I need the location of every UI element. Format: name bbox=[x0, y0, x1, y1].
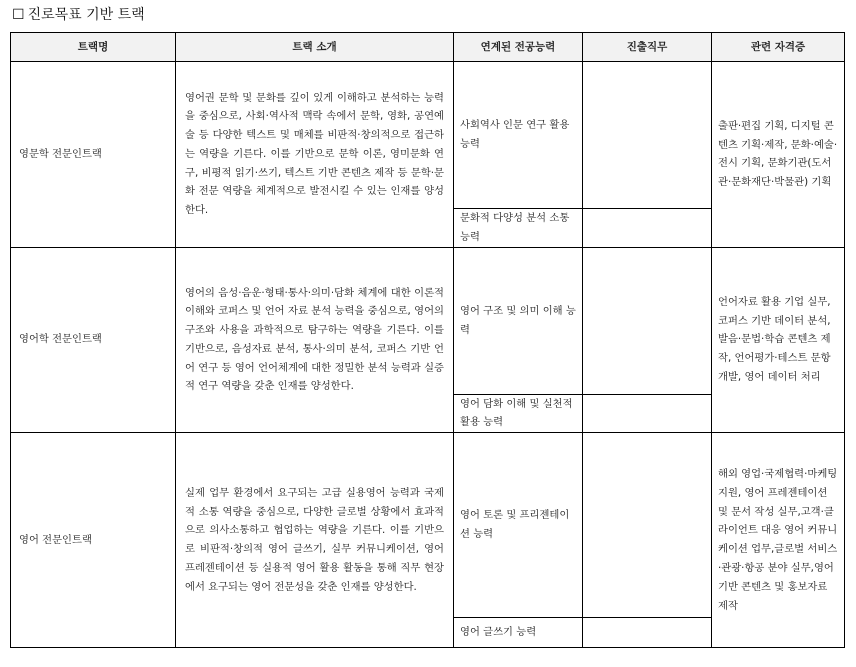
column-header-competency: 연계된 전공능력 bbox=[454, 33, 583, 62]
track-table bbox=[10, 32, 845, 648]
track-intro-cell: 영어의 음성·음운·형태·통사·의미·담화 체계에 대한 이론적 이해와 코퍼스 및 언어 자료 분석 능력을 중심으로, 영어의 구조와 사용을 과학적으로 탐구하는 역량을 기른다. 이를 기반으로, 음성자료 분석, 통사·의미 분석, 코퍼스 기반 언어 연구 등 영어 언어체계에 대한 정밀한 분석 능력과 실증적 연구 역량을 갖춘 인재를 양성한다. bbox=[176, 247, 454, 433]
column-header-track-intro: 트랙 소개 bbox=[176, 33, 454, 62]
career-job-cell bbox=[583, 209, 712, 248]
career-job-cell bbox=[583, 394, 712, 433]
table-header-row bbox=[11, 33, 845, 62]
track-name-cell: 영문학 전문인트랙 bbox=[11, 62, 176, 248]
competency-cell: 영어 구조 및 의미 이해 능력 bbox=[454, 247, 583, 394]
competency-cell: 영어 글쓰기 능력 bbox=[454, 618, 583, 648]
table-row bbox=[11, 433, 845, 618]
column-header-track-name: 트랙명 bbox=[11, 33, 176, 62]
column-header-career-job: 진출직무 bbox=[583, 33, 712, 62]
competency-cell: 문화적 다양성 분석 소통 능력 bbox=[454, 209, 583, 248]
track-name-cell: 영어학 전문인트랙 bbox=[11, 247, 176, 433]
track-intro-cell: 영어권 문학 및 문화를 깊이 있게 이해하고 분석하는 능력을 중심으로, 사회·역사적 맥락 속에서 문학, 영화, 공연예술 등 다양한 텍스트 및 매체를 비판적·창의적으로 접근하는 역량을 기른다. 이를 기반으로 문학 이론, 영미문화 연구, 비평적 읽기·쓰기, 텍스트 기반 콘텐츠 제작 등 문학·문화 전문 역량을 체계적으로 발전시킬 수 있는 인재를 양성한다. bbox=[176, 62, 454, 248]
competency-cell: 영어 담화 이해 및 실천적 활용 능력 bbox=[454, 394, 583, 433]
checkbox-icon: ☐ bbox=[12, 7, 25, 23]
certificate-cell: 출판·편집 기획, 디지털 콘텐츠 기획·제작, 문화·예술·전시 기획, 문화기관(도서관·문화재단·박물관) 기획 bbox=[712, 62, 845, 248]
certificate-cell: 해외 영업·국제협력·마케팅 지원, 영어 프레젠테이션 및 문서 작성 실무,고객·클라이언트 대응 영어 커뮤니케이션 업무,글로벌 서비스·관광·항공 분야 실무,영어 기반 콘텐츠 및 홍보자료 제작 bbox=[712, 433, 845, 648]
column-header-certificate: 관련 자격증 bbox=[712, 33, 845, 62]
section-title bbox=[12, 4, 145, 26]
competency-cell: 영어 토론 및 프리젠테이션 능력 bbox=[454, 433, 583, 618]
track-name-cell: 영어 전문인트랙 bbox=[11, 433, 176, 648]
career-job-cell bbox=[583, 62, 712, 209]
career-job-cell bbox=[583, 433, 712, 618]
track-intro-cell: 실제 업무 환경에서 요구되는 고급 실용영어 능력과 국제적 소통 역량을 중심으로, 다양한 글로벌 상황에서 효과적으로 의사소통하고 협업하는 역량을 기른다. 이를 기반으로 비판적·창의적 영어 글쓰기, 실무 커뮤니케이션, 영어 프레젠테이션 등 실용적 영어 활용 활동을 통해 직무 현장에서 요구되는 영어 전문성을 갖춘 인재를 양성한다. bbox=[176, 433, 454, 648]
competency-cell: 사회역사 인문 연구 활용 능력 bbox=[454, 62, 583, 209]
table-row bbox=[11, 62, 845, 209]
career-job-cell bbox=[583, 247, 712, 394]
table-row bbox=[11, 247, 845, 394]
section-title-text: 진로목표 기반 트랙 bbox=[27, 7, 145, 23]
career-job-cell bbox=[583, 618, 712, 648]
certificate-cell: 언어자료 활용 기업 실무, 코퍼스 기반 데이터 분석, 발음·문법·학습 콘텐츠 제작, 언어평가·테스트 문항 개발, 영어 데이터 처리 bbox=[712, 247, 845, 433]
